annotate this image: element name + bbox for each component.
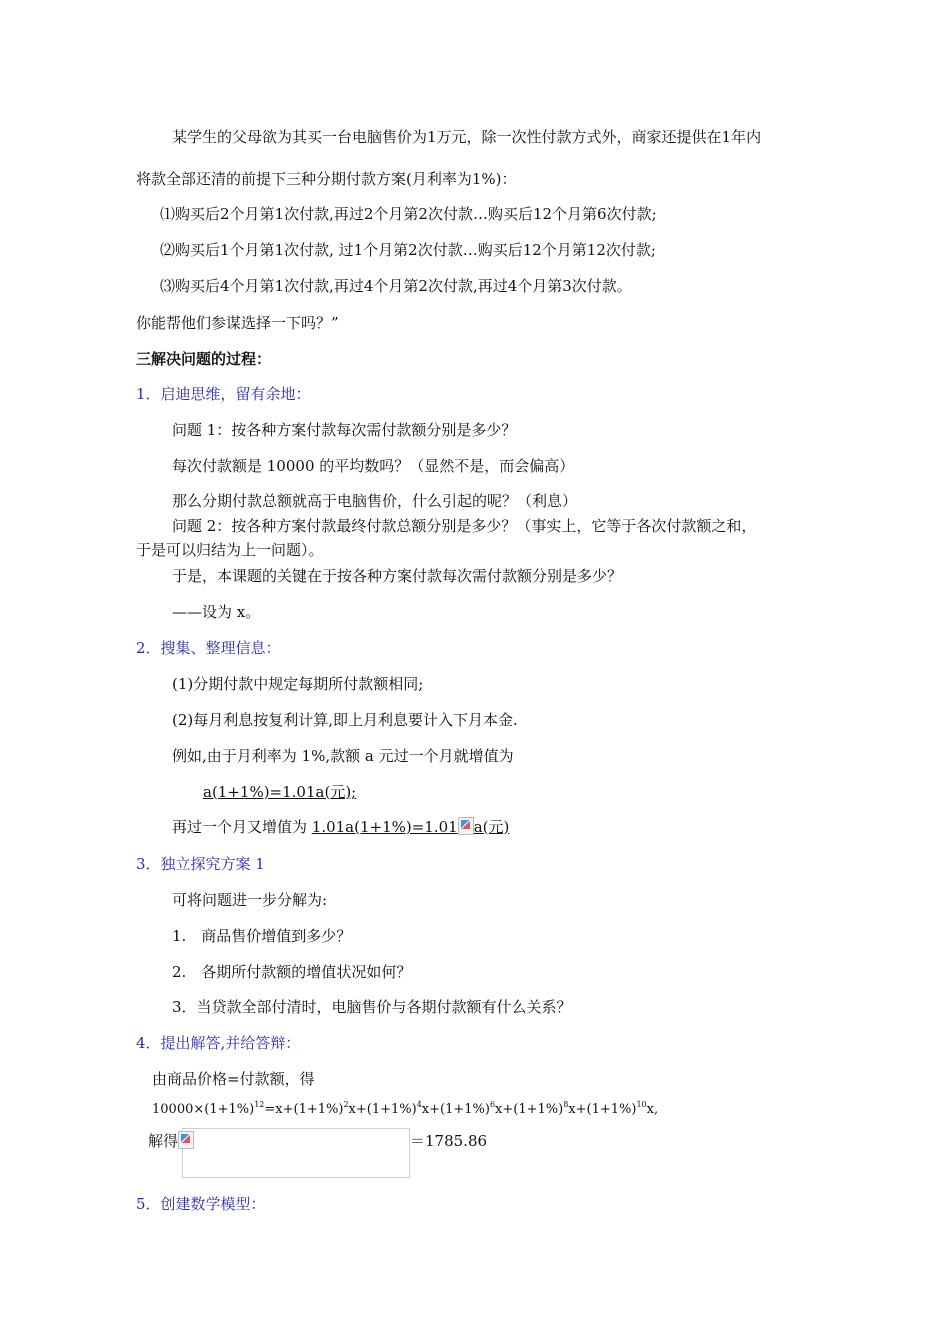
section-4-heading: 4．提出解答,并给答辩：	[136, 1034, 301, 1052]
eq-exponent: 6	[489, 1100, 496, 1109]
section-5-heading: 5．创建数学模型：	[136, 1195, 266, 1213]
plan-2: ⑵购买后1个月第1次付款, 过1个月第2次付款…购买后12个月第12次付款;	[160, 241, 656, 259]
ask-question: 你能帮他们参谋选择一下吗？”	[136, 314, 339, 332]
eq-exponent: 10	[636, 1100, 647, 1109]
equation-2-prefix: 再过一个月又增值为	[172, 818, 312, 836]
eq-exponent: 4	[416, 1100, 422, 1109]
subquestion-2: 2. 各期所付款额的增值状况如何？	[172, 963, 412, 981]
broken-image-icon	[178, 1131, 194, 1149]
example-text: 例如,由于月利率为 1%,款额 a 元过一个月就增值为	[172, 747, 514, 765]
plan-1: ⑴购买后2个月第1次付款,再过2个月第2次付款…购买后12个月第6次付款;	[160, 205, 657, 223]
formula-image-placeholder	[182, 1128, 410, 1178]
plan-3: ⑶购买后4个月第1次付款,再过4个月第2次付款,再过4个月第3次付款。	[160, 277, 632, 295]
eq-exponent: 2	[343, 1100, 349, 1109]
key-point: 于是，本课题的关键在于按各种方案付款每次需付款额分别是多少？	[172, 567, 623, 585]
question-2-continued: 于是可以归结为上一问题）。	[136, 541, 324, 559]
eq-part: x+(1+1%)	[495, 1102, 564, 1117]
eq-part: x,	[646, 1102, 659, 1117]
equation-2-expr: 1.01a(1+1%)=1.01	[311, 818, 458, 836]
main-equation	[152, 1095, 658, 1120]
subquestion-1: 1. 商品售价增值到多少？	[172, 927, 352, 945]
solve-result: ＝1785.86	[410, 1132, 488, 1150]
let-x: ——设为 x。	[172, 603, 261, 621]
process-heading: 三解决问题的过程：	[136, 350, 272, 368]
eq-part: x+(1+1%)	[568, 1102, 637, 1117]
eq-part: 10000×(1+1%)	[152, 1102, 255, 1117]
eq-part: x+(1+1%)	[421, 1102, 490, 1117]
eq-exponent: 8	[563, 1100, 569, 1109]
eq-part: x+(1+1%)	[348, 1102, 417, 1117]
question-1: 问题 1：按各种方案付款每次需付款额分别是多少？	[172, 421, 517, 439]
equation-2	[172, 817, 509, 837]
info-2: (2)每月利息按复利计算,即上月利息要计入下月本金.	[172, 711, 518, 729]
price-equals-payment: 由商品价格=付款额，得	[152, 1070, 315, 1088]
solve-line	[148, 1131, 194, 1151]
intro-paragraph-line1: 某学生的父母欲为其买一台电脑售价为1万元，除一次性付款方式外，商家还提供在1年内	[172, 128, 762, 146]
question-2: 问题 2：按各种方案付款最终付款总额分别是多少？（事实上，它等于各次付款额之和，	[172, 517, 757, 535]
eq-part: =x+(1+1%)	[264, 1102, 344, 1117]
intro-paragraph-line2: 将款全部还清的前提下三种分期付款方案(月利率为1%)：	[136, 170, 517, 188]
question-1-follow-a: 每次付款额是 10000 的平均数吗？（显然不是，而会偏高）	[172, 457, 575, 475]
section-3-intro: 可将问题进一步分解为:	[172, 891, 328, 909]
info-1: (1)分期付款中规定每期所付款额相同;	[172, 675, 424, 693]
equation-1: a(1+1%)=1.01a(元);	[203, 783, 357, 801]
eq-exponent: 12	[254, 1100, 265, 1109]
section-3-heading: 3．独立探究方案 1	[136, 855, 265, 873]
broken-image-icon	[458, 817, 474, 835]
solve-label: 解得	[148, 1132, 179, 1150]
question-1-follow-b: 那么分期付款总额就高于电脑售价，什么引起的呢？（利息）	[172, 492, 578, 510]
section-1-heading: 1．启迪思维，留有余地：	[136, 385, 311, 403]
section-2-heading: 2．搜集、整理信息：	[136, 639, 281, 657]
equation-2-unit: a(元)	[473, 818, 510, 836]
subquestion-3: 3．当贷款全部付清时，电脑售价与各期付款额有什么关系？	[172, 998, 572, 1016]
